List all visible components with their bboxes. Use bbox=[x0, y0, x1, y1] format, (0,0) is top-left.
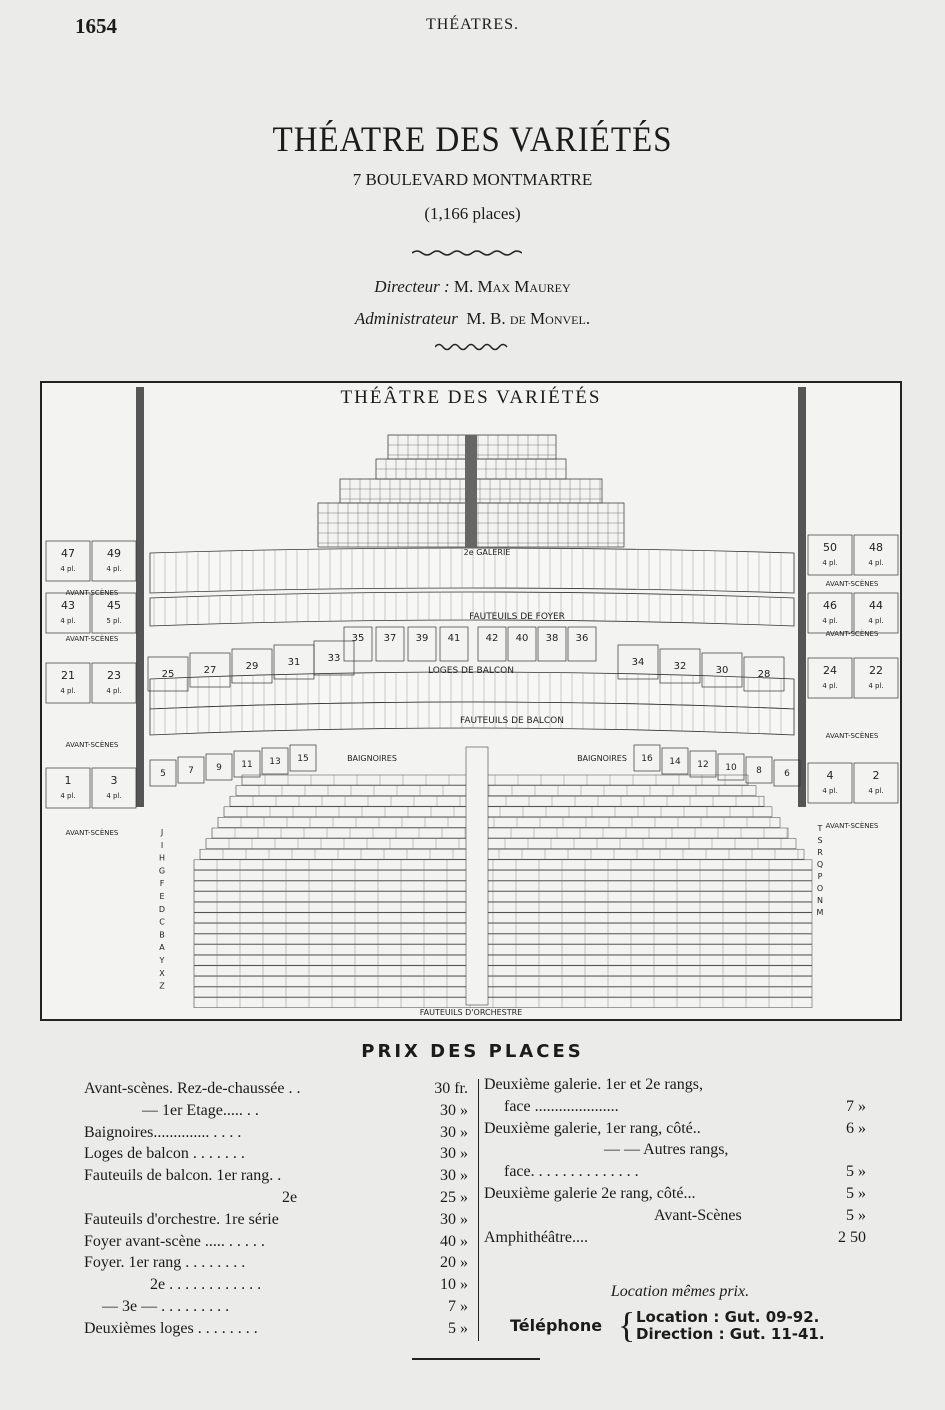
row-letter: E bbox=[159, 892, 165, 901]
row-letter: F bbox=[159, 879, 165, 889]
row-letter: N bbox=[817, 896, 823, 905]
theatre-address: 7 BOULEVARD MONTMARTRE bbox=[352, 170, 593, 189]
price-label: Baignoires.............. . . . . bbox=[84, 1123, 242, 1141]
box-capacity: 4 pl. bbox=[868, 559, 884, 567]
phone-label: Téléphone bbox=[510, 1316, 603, 1335]
loge-number: 29 bbox=[245, 661, 259, 672]
price-value: 30 » bbox=[440, 1101, 468, 1119]
orchestra-label: FAUTEUILS D'ORCHESTRE bbox=[419, 1008, 523, 1017]
price-row bbox=[484, 1185, 866, 1203]
baignoire-number: 11 bbox=[241, 760, 253, 770]
row-letter: B bbox=[159, 930, 165, 940]
row-letter: T bbox=[817, 824, 823, 833]
avant-scenes-label: AVANT-SCÈNES bbox=[65, 635, 119, 643]
capacity: (1,166 places) bbox=[424, 204, 521, 223]
administrator-name: M. B. de Monvel. bbox=[466, 309, 591, 328]
box-number: 23 bbox=[107, 669, 121, 682]
price-row bbox=[84, 1167, 468, 1185]
row-letter: X bbox=[159, 968, 165, 978]
center-aisle bbox=[465, 435, 477, 547]
box-capacity: 4 pl. bbox=[868, 617, 884, 625]
price-row bbox=[84, 1211, 468, 1229]
row-letter: D bbox=[158, 904, 166, 914]
prices-title: PRIX DES PLACES bbox=[361, 1041, 584, 1062]
box-number: 2 bbox=[872, 769, 880, 782]
baignoires-label-right: BAIGNOIRES bbox=[577, 754, 627, 763]
row-letter: Z bbox=[159, 981, 165, 991]
price-value: 5 » bbox=[448, 1319, 468, 1337]
price-label: Fauteuils d'orchestre. 1re série bbox=[84, 1210, 279, 1228]
price-row bbox=[102, 1298, 468, 1316]
orchestra-row bbox=[194, 998, 812, 1008]
orchestra-row bbox=[194, 934, 812, 944]
ornament-rule-2 bbox=[435, 342, 511, 352]
baignoire-number: 9 bbox=[216, 763, 222, 773]
box-number: 50 bbox=[823, 541, 837, 554]
price-label: Avant-scènes. Rez-de-chaussée . . bbox=[84, 1080, 301, 1097]
seating-diagram bbox=[42, 383, 900, 1019]
loge-number: 42 bbox=[485, 633, 499, 644]
row-letter: H bbox=[158, 853, 166, 863]
price-value: 30 » bbox=[440, 1167, 468, 1185]
row-letter: M bbox=[816, 908, 824, 917]
box-capacity: 4 pl. bbox=[822, 617, 838, 625]
orchestra-row bbox=[194, 902, 812, 912]
orchestra-row bbox=[230, 796, 764, 806]
box-number: 3 bbox=[110, 774, 118, 787]
loge-number: 38 bbox=[545, 633, 559, 644]
brace-icon: { bbox=[618, 1305, 636, 1345]
price-row bbox=[84, 1145, 468, 1163]
price-label: — 1er Etage..... . . bbox=[142, 1101, 259, 1119]
orchestra-row bbox=[194, 987, 812, 997]
page-number: 1654 bbox=[75, 14, 117, 38]
phone-location: Location : Gut. 09-92. bbox=[636, 1308, 820, 1326]
orchestra-row bbox=[212, 828, 788, 838]
row-letter: S bbox=[817, 836, 823, 845]
box-number: 46 bbox=[823, 599, 837, 612]
row-letter: A bbox=[159, 943, 165, 953]
box-capacity: 4 pl. bbox=[822, 559, 838, 567]
orchestra-row bbox=[200, 849, 804, 859]
price-row bbox=[504, 1163, 866, 1181]
director-name: M. Max Maurey bbox=[453, 277, 571, 296]
row-letter: Q bbox=[816, 860, 824, 869]
box-capacity: 4 pl. bbox=[60, 687, 76, 695]
box-number: 21 bbox=[61, 669, 75, 682]
orchestra-row bbox=[224, 807, 772, 817]
baignoire-number: 8 bbox=[756, 766, 762, 776]
box-capacity: 4 pl. bbox=[106, 792, 122, 800]
price-row bbox=[142, 1102, 468, 1120]
box-capacity: 4 pl. bbox=[60, 565, 76, 573]
price-value: 30 » bbox=[440, 1123, 468, 1141]
baignoire-number: 5 bbox=[160, 769, 166, 779]
price-value: 30 » bbox=[440, 1145, 468, 1163]
price-row bbox=[484, 1076, 866, 1094]
price-label: 2e bbox=[282, 1189, 298, 1206]
box-capacity: 4 pl. bbox=[60, 617, 76, 625]
administrator-label: Administrateur bbox=[354, 309, 458, 328]
price-row bbox=[84, 1233, 468, 1251]
box-number: 45 bbox=[107, 599, 121, 612]
price-label: face. . . . . . . . . . . . . . bbox=[504, 1163, 639, 1181]
loge-number: 31 bbox=[287, 657, 301, 668]
administrator-line bbox=[0, 309, 945, 329]
price-value: 7 » bbox=[448, 1298, 468, 1315]
price-row bbox=[84, 1080, 468, 1098]
box-number: 22 bbox=[869, 664, 883, 677]
phone-direction: Direction : Gut. 11-41. bbox=[636, 1325, 825, 1343]
price-label: Deuxième galerie, 1er rang, côté.. bbox=[484, 1119, 701, 1137]
box-number: 43 bbox=[61, 599, 75, 612]
price-value: 30 » bbox=[440, 1210, 468, 1228]
price-label: Amphithéâtre.... bbox=[484, 1228, 588, 1246]
row-letter: I bbox=[160, 840, 164, 850]
box-number: 24 bbox=[823, 664, 837, 677]
director-label: Directeur : bbox=[374, 277, 450, 296]
box-capacity: 4 pl. bbox=[60, 792, 76, 800]
price-value: 7 » bbox=[846, 1097, 866, 1115]
row-letter: P bbox=[817, 872, 823, 881]
balcony-loges-label: LOGES DE BALCON bbox=[428, 666, 514, 676]
box-capacity: 5 pl. bbox=[106, 617, 122, 625]
price-label: Deuxièmes loges . . . . . . . . bbox=[84, 1319, 258, 1337]
price-value: 40 » bbox=[440, 1232, 468, 1250]
avant-scenes-label: AVANT-SCÈNES bbox=[65, 589, 119, 597]
seating-plan bbox=[40, 381, 902, 1021]
price-row bbox=[84, 1254, 468, 1272]
orchestra-row bbox=[194, 923, 812, 933]
loge-number: 27 bbox=[203, 665, 217, 676]
orchestra-row bbox=[194, 860, 812, 870]
avant-scenes-label: AVANT-SCÈNES bbox=[825, 822, 879, 830]
loge-number: 40 bbox=[515, 633, 529, 644]
price-row bbox=[282, 1189, 468, 1207]
price-label: Fauteuils de balcon. 1er rang. . bbox=[84, 1167, 282, 1185]
orchestra-row bbox=[206, 839, 796, 849]
box-number: 48 bbox=[869, 541, 883, 554]
baignoire-number: 10 bbox=[725, 763, 737, 773]
orchestra-row bbox=[218, 817, 780, 827]
price-value: 2 50 bbox=[838, 1228, 866, 1246]
orchestra-row bbox=[236, 786, 756, 796]
price-value: 5 » bbox=[846, 1206, 866, 1224]
price-label: Loges de balcon . . . . . . . bbox=[84, 1145, 245, 1163]
orchestra-row bbox=[194, 870, 812, 880]
row-letter: Y bbox=[159, 956, 165, 965]
price-value: 25 » bbox=[440, 1189, 468, 1206]
loge-number: 28 bbox=[757, 669, 771, 680]
box-capacity: 4 pl. bbox=[868, 787, 884, 795]
orchestra-row bbox=[194, 955, 812, 965]
box-number: 47 bbox=[61, 547, 75, 560]
orchestra-row bbox=[194, 881, 812, 891]
avant-scenes-label: AVANT-SCÈNES bbox=[65, 741, 119, 749]
loge-number: 35 bbox=[351, 633, 365, 644]
location-note: Location mêmes prix. bbox=[610, 1283, 750, 1300]
row-letter: J bbox=[160, 828, 164, 837]
loge-number: 39 bbox=[415, 633, 429, 644]
loge-number: 32 bbox=[673, 661, 687, 672]
baignoire-number: 12 bbox=[697, 760, 709, 770]
box-number: 1 bbox=[64, 774, 72, 787]
box-capacity: 4 pl. bbox=[822, 682, 838, 690]
price-value: 30 fr. bbox=[434, 1080, 468, 1097]
page-title: THÉATRE DES VARIÉTÉS bbox=[272, 119, 673, 159]
loge-number: 37 bbox=[383, 633, 397, 644]
row-letter: R bbox=[817, 848, 823, 857]
section-header: THÉATRES. bbox=[426, 16, 519, 33]
price-label: Avant-Scènes bbox=[654, 1206, 742, 1224]
loge-number: 30 bbox=[715, 665, 729, 676]
box-number: 49 bbox=[107, 547, 121, 560]
orchestra-row bbox=[194, 945, 812, 955]
stage-wall-right bbox=[798, 387, 806, 807]
avant-scenes-label: AVANT-SCÈNES bbox=[825, 630, 879, 638]
orchestra-row bbox=[194, 913, 812, 923]
loge-number: 33 bbox=[327, 653, 341, 664]
box-capacity: 4 pl. bbox=[106, 565, 122, 573]
orchestra-row bbox=[194, 966, 812, 976]
center-aisle-stalls bbox=[466, 747, 488, 1005]
price-value: 6 » bbox=[846, 1119, 866, 1137]
price-row bbox=[484, 1229, 866, 1247]
price-label: — 3e — . . . . . . . . . bbox=[102, 1298, 230, 1315]
baignoire-number: 14 bbox=[669, 757, 681, 767]
loge-number: 36 bbox=[575, 633, 589, 644]
avant-scenes-label: AVANT-SCÈNES bbox=[65, 829, 119, 837]
box-capacity: 4 pl. bbox=[106, 687, 122, 695]
price-row bbox=[654, 1207, 866, 1225]
box-capacity: 4 pl. bbox=[822, 787, 838, 795]
loge-number: 34 bbox=[631, 657, 645, 668]
price-label: Deuxième galerie. 1er et 2e rangs, bbox=[484, 1076, 704, 1093]
avant-scenes-label: AVANT-SCÈNES bbox=[825, 732, 879, 740]
baignoire-number: 16 bbox=[641, 754, 653, 764]
price-label: Foyer. 1er rang . . . . . . . . bbox=[84, 1254, 246, 1272]
price-row bbox=[84, 1124, 468, 1142]
baignoire-number: 13 bbox=[269, 757, 281, 767]
baignoire-number: 6 bbox=[784, 769, 790, 779]
orchestra-row bbox=[194, 892, 812, 902]
row-letter: O bbox=[816, 884, 824, 893]
row-letter: C bbox=[159, 917, 165, 927]
orchestra-row bbox=[194, 976, 812, 986]
balcony-seats-label: FAUTEUILS DE BALCON bbox=[459, 716, 565, 726]
bottom-rule bbox=[412, 1358, 540, 1360]
ornament-rule bbox=[412, 249, 522, 257]
price-label: 2e . . . . . . . . . . . . bbox=[150, 1276, 262, 1294]
price-row bbox=[504, 1098, 866, 1116]
column-divider bbox=[478, 1079, 479, 1341]
box-capacity: 4 pl. bbox=[868, 682, 884, 690]
second-gallery-label: 2e GALERIE bbox=[463, 548, 511, 557]
baignoire-number: 7 bbox=[188, 766, 194, 776]
price-row bbox=[604, 1141, 866, 1159]
plan-title: THÉÂTRE DES VARIÉTÉS bbox=[340, 387, 602, 408]
foyer-label: FAUTEUILS DE FOYER bbox=[469, 612, 565, 622]
price-row bbox=[84, 1320, 468, 1338]
price-value: 5 » bbox=[846, 1185, 866, 1202]
price-row bbox=[150, 1276, 468, 1294]
price-label: Deuxième galerie 2e rang, côté... bbox=[484, 1185, 696, 1202]
director-line bbox=[0, 277, 945, 297]
price-value: 5 » bbox=[846, 1163, 866, 1181]
stage-wall-left bbox=[136, 387, 144, 807]
box-number: 44 bbox=[869, 599, 883, 612]
price-row bbox=[484, 1120, 866, 1138]
loge-number: 25 bbox=[161, 669, 175, 680]
price-label: face ..................... bbox=[504, 1097, 619, 1115]
price-value: 10 » bbox=[440, 1276, 468, 1294]
price-label: — — Autres rangs, bbox=[604, 1141, 729, 1159]
price-label: Foyer avant-scène ..... . . . . . bbox=[84, 1232, 265, 1250]
row-letter: G bbox=[158, 866, 166, 876]
loge-number: 41 bbox=[447, 633, 461, 644]
baignoire-number: 15 bbox=[297, 754, 309, 764]
avant-scenes-label: AVANT-SCÈNES bbox=[825, 580, 879, 588]
baignoires-label-left: BAIGNOIRES bbox=[347, 754, 397, 763]
box-number: 4 bbox=[826, 769, 834, 782]
price-value: 20 » bbox=[440, 1254, 468, 1272]
